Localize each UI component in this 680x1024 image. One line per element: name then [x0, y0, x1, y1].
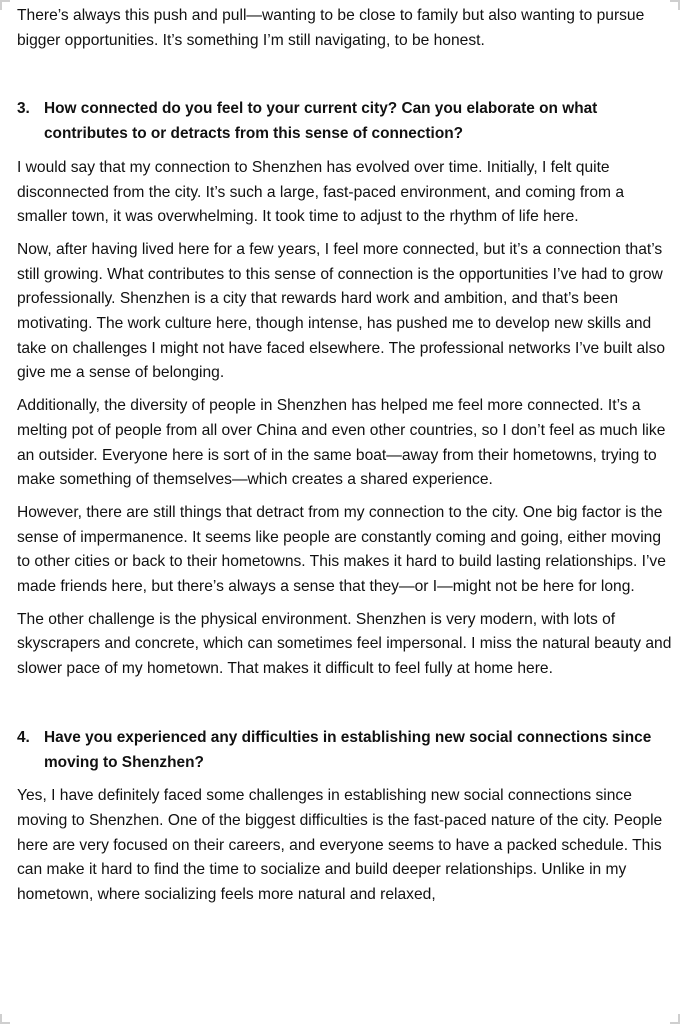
page-corner-mark: [0, 0, 10, 10]
page-corner-mark: [0, 1014, 10, 1024]
answer-paragraph: I would say that my connection to Shenzhen has evolved over time. Initially, I felt quite disconnected from the city. It’s such a large, fast-paced environment, and coming from a smaller town, it was overwhelming. It took time to adjust to the rhythm of life here.: [17, 158, 625, 226]
question-3: [17, 97, 674, 146]
question-number: 4.: [17, 728, 30, 746]
question-text: How connected do you feel to your current city? Can you elaborate on what contributes to or detracts from this sense of connection?: [44, 100, 598, 143]
answer-paragraph: The other challenge is the physical environment. Shenzhen is very modern, with lots of skyscrapers and concrete, which can sometimes feel impersonal. I miss the natural beauty and slower pace of my hometown. That makes it difficult to feel fully at home here.: [17, 610, 672, 678]
question-number: 3.: [17, 100, 30, 118]
question-4: [17, 726, 674, 775]
page-corner-mark: [670, 0, 680, 10]
answer-paragraph: Yes, I have definitely faced some challenges in establishing new social connections since moving to Shenzhen. One of the biggest difficulties is the fast-paced nature of the city. People here are very focused on their careers, and everyone seems to have a packed schedule. This can make it hard to find the time to socialize and build deeper relationships. Unlike in my hometown, where socializing feels more natural and relaxed,: [17, 787, 663, 904]
page-corner-mark: [670, 1014, 680, 1024]
answer-paragraph: Additionally, the diversity of people in Shenzhen has helped me feel more connected. It’s a melting pot of people from all over China and even other countries, so I don’t feel as much like an outsider. Everyone here is sort of in the same boat—away from their hometowns, trying to make something of themselves—which creates a shared experience.: [17, 397, 666, 489]
answer-paragraph: Now, after having lived here for a few years, I feel more connected, but it’s a connection that’s still growing. What contributes to this sense of connection is the opportunities I’ve had to grow professionally. Shenzhen is a city that rewards hard work and ambition, and that’s been motivating. The work culture here, though intense, has pushed me to develop new skills and take on challenges I might not have faced elsewhere. The professional networks I’ve built also give me a sense of belonging.: [17, 240, 666, 382]
intro-paragraph: There’s always this push and pull—wanting to be close to family but also wanting to pursue bigger opportunities. It’s something I’m still navigating, to be honest.: [17, 7, 645, 49]
answer-paragraph: However, there are still things that detract from my connection to the city. One big factor is the sense of impermanence. It seems like people are constantly coming and going, either moving to other cities or back to their hometowns. This makes it hard to build lasting relationships. I’ve made friends here, but there’s always a sense that they—or I—might not be here for long.: [17, 503, 666, 596]
question-text: Have you experienced any difficulties in establishing new social connections since moving to Shenzhen?: [44, 728, 652, 771]
